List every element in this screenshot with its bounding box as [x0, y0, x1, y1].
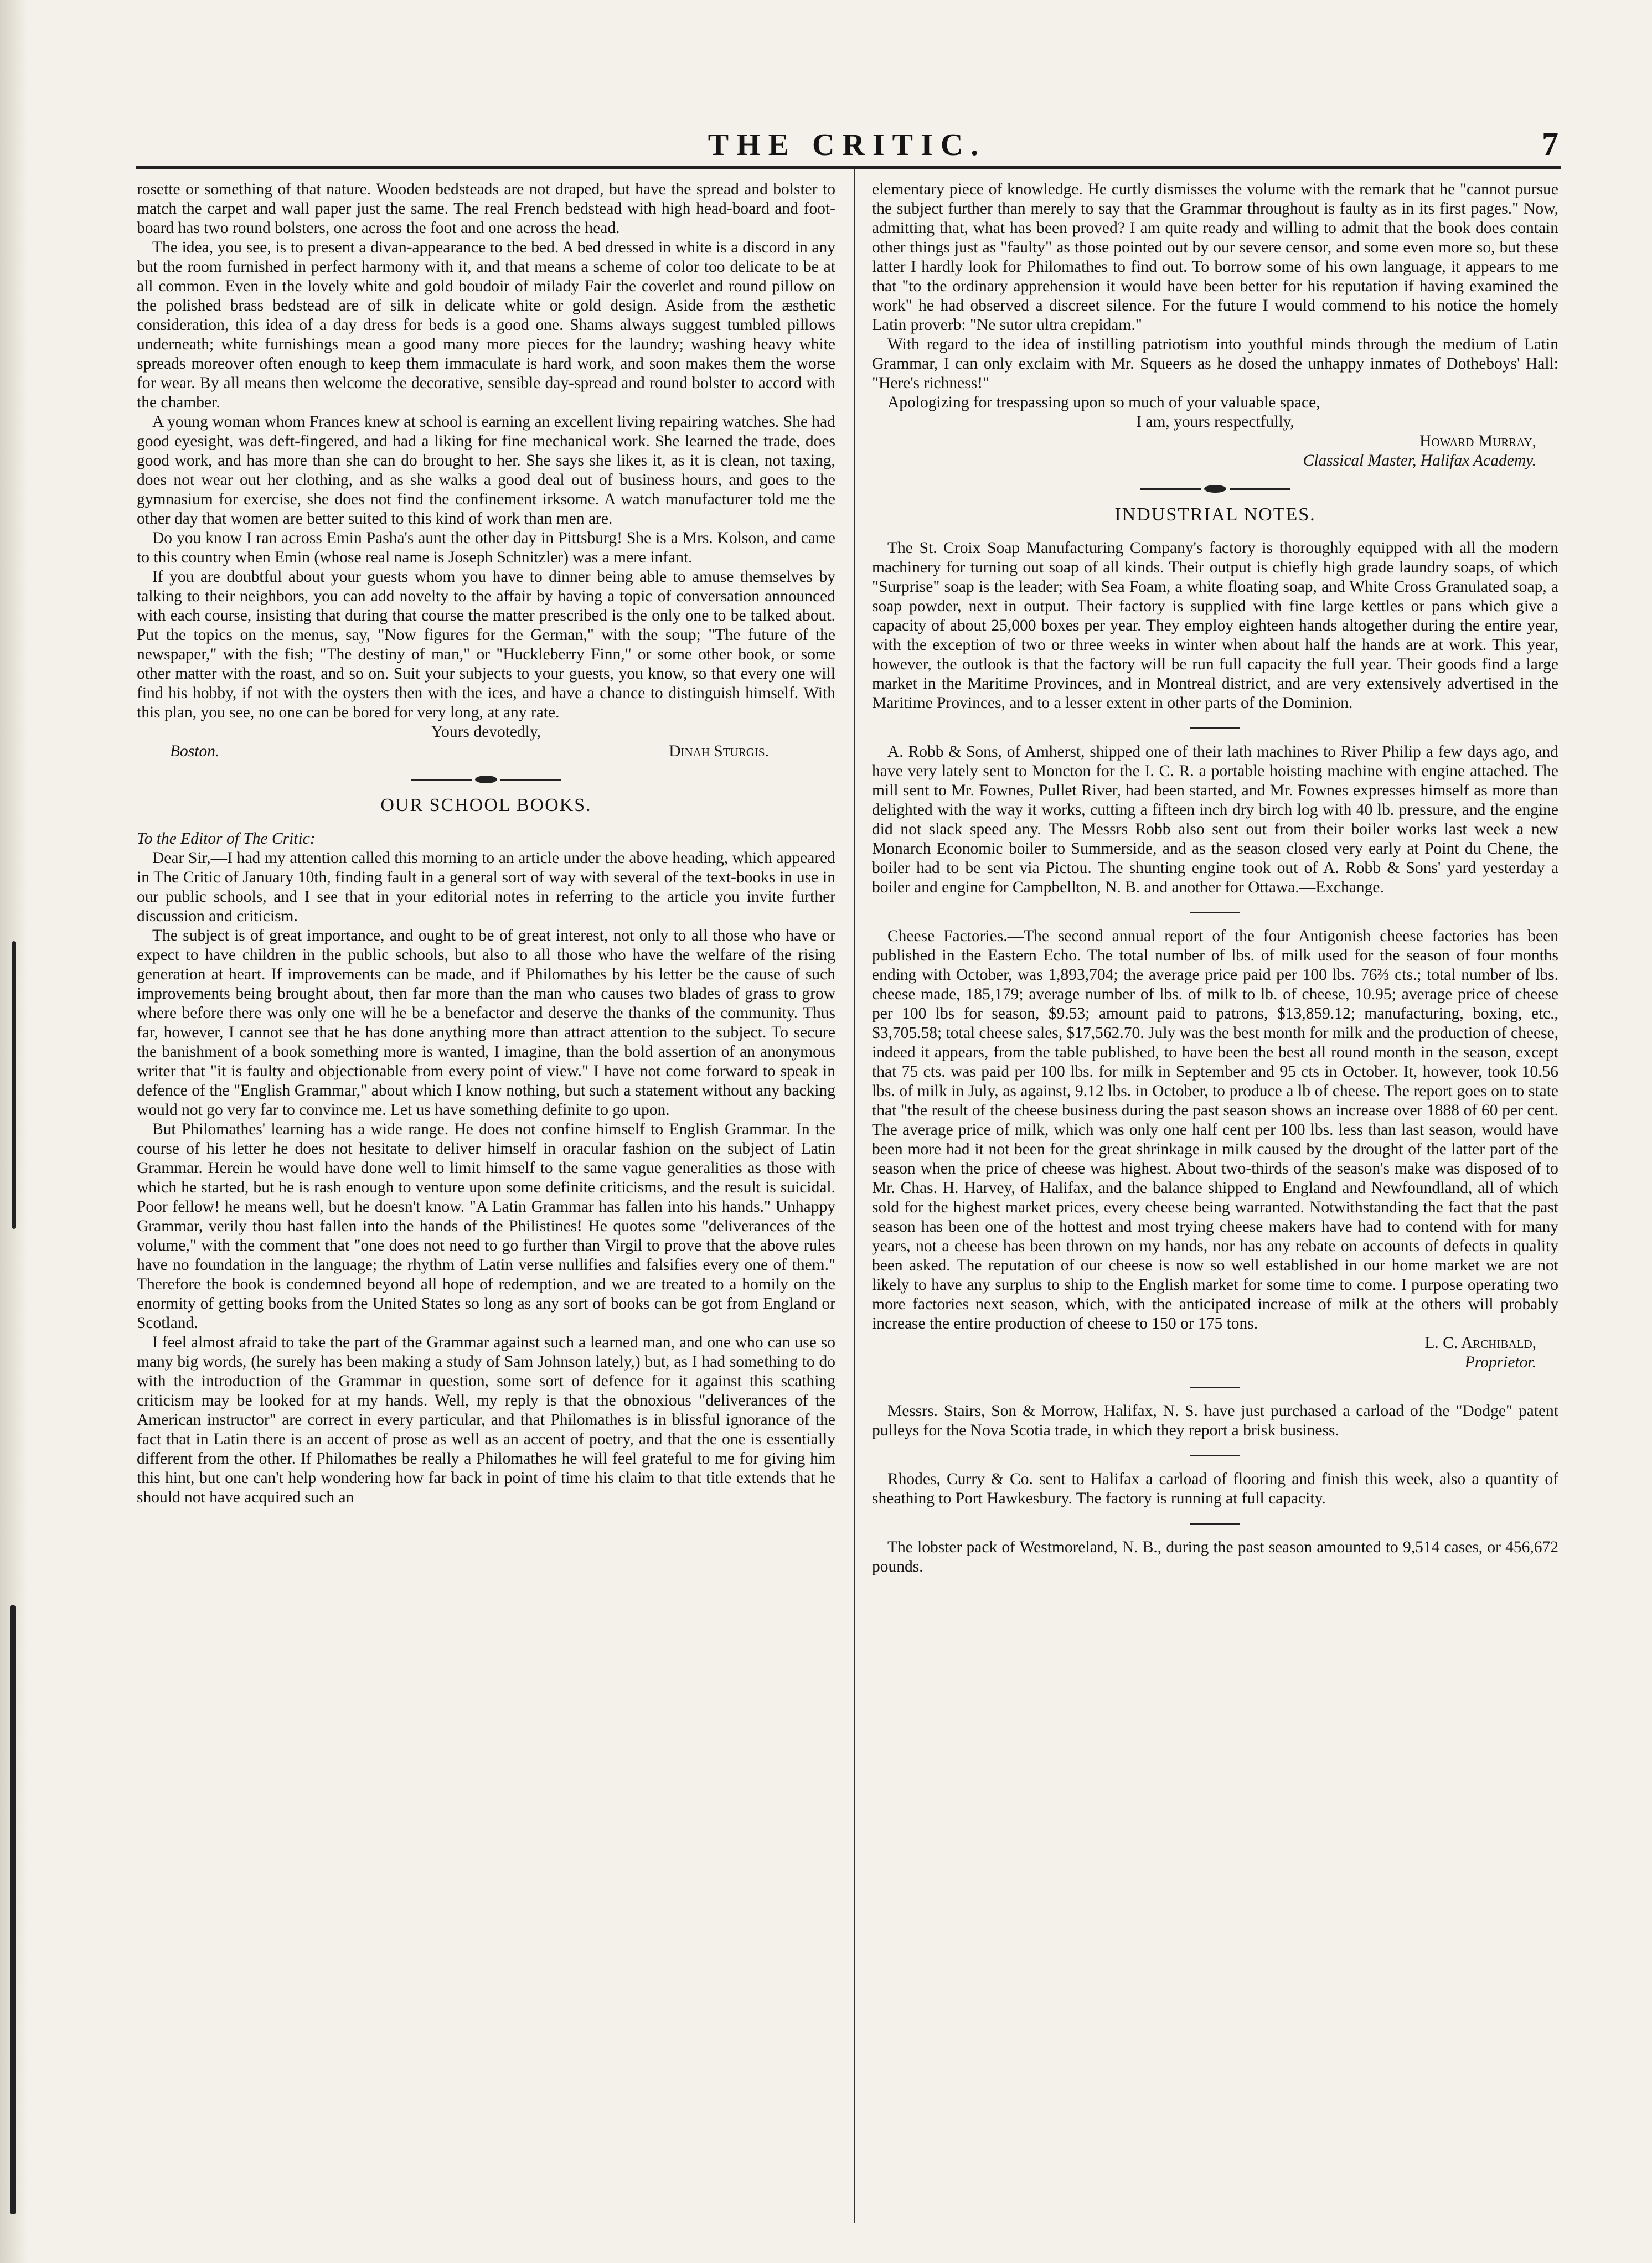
item-separator [1190, 1387, 1240, 1388]
letter-closing: I am, yours respectfully, [1136, 413, 1294, 431]
binding-shadow [12, 941, 16, 1229]
header-rule [136, 166, 1561, 169]
letter-closing: Yours devotedly, [431, 723, 541, 741]
binding-shadow [10, 1605, 16, 2214]
page-number: 7 [1542, 126, 1558, 162]
article-paragraph: But Philomathes' learning has a wide range. He does not confine himself to English Grammar. In the course of his letter he does not hesitate to deliver himself in oracular fashion on the subject of Latin Grammar. Herein he would have done well to limit himself to the same vague generalities as those with which he started, but he is rash enough to venture upon some definite criticisms, and the result is suicidal. Poor fellow! he means well, but he doesn't know. "A Latin Grammar has fallen into his hands." Unhappy Grammar, verily thou hast fallen into the hands of the Philistines! He quotes some "deliverances of the volume," with the comment that "one does not need to go further than Virgil to prove that the above rules have no foundation in the language; the rhythm of Latin verse nullifies and falsifies every one of them." Therefore the book is condemned beyond all hope of redemption, and we are treated to a homily on the enormity of getting books from the United States so long as any sort of books can be got from England or Scotland. [137, 1120, 835, 1332]
news-item: Cheese Factories.—The second annual report of the four Antigonish cheese factories has been published in the Eastern Echo. The total number of lbs. of milk used for the season of four months ending with October, was 1,893,704; the average price paid per 100 lbs. 76⅔ cts.; total number of lbs. cheese made, 185,179; average number of lbs. of milk to lb. of cheese, 10.95; average price of cheese per 100 lbs for season, $9.53; amount paid to patrons, $13,859.12; manufacturing, boxing, etc., $3,705.58; total cheese sales, $17,562.70. July was the best month for milk and the production of cheese, indeed it appears, from the table published, to have been the best all round month in the season, except that 75 cts. was paid per 100 lbs. for milk in September and 95 cts in October. It, however, took 10.56 lbs. of milk in July, as against, 9.12 lbs. in October, to produce a lb of cheese. The report goes on to state that "the result of the cheese business during the past season shows an increase over 1888 of 60 per cent. The average price of milk, which was only one half cent per 100 lbs. less than last season, would have been more had it not been for the great shrinkage in milk caused by the drought of the latter part of the season when the price of cheese was highest. About two-thirds of the season's make was disposed of to Mr. Chas. H. Harvey, of Halifax, and the balance shipped to England and Newfoundland, all of which sold for the highest market prices, every cheese being warranted. Notwithstanding the fact that the past season has been one of the hottest and most trying cheese makers have had to contend with for many years, not a cheese has been thrown on my hands, nor has any rebate on accounts of defects in quality been asked. The reputation of our cheese is now so well established in our home market we are not likely to have any surplus to ship to the English market for some time to come. I purpose operating two more factories next season, which, with the anticipated increase of milk at the others will probably increase the entire production of cheese to 150 or 175 tons. [872, 927, 1558, 1332]
news-item: The St. Croix Soap Manufacturing Company's factory is thoroughly equipped with all the modern machinery for turning out soap of all kinds. Their output is chiefly high grade laundry soaps, of which "Surprise" soap is the leader; with Sea Foam, a white floating soap, and White Cross Granulated soap, a soap powder, next in output. Their factory is supplied with fine large kettles or pans which give a capacity of about 25,000 boxes per year. They employ eighteen hands altogether during the entire year, with the exception of two or three weeks in winter when about half the hands are at work. This year, however, the outlook is that the factory will be run full capacity the full year. Their goods find a large market in the Maritime Provinces, and in Montreal district, and are very extensively advertised in the Maritime Provinces, and to a lesser extent in other parts of the Dominion. [872, 539, 1558, 712]
item-separator [1190, 1523, 1240, 1525]
newspaper-title: THE CRITIC. [708, 128, 987, 162]
letter-signature-line [137, 742, 835, 761]
section-heading: OUR SCHOOL BOOKS. [380, 795, 592, 815]
section-ornament [137, 776, 835, 783]
article-paragraph: A young woman whom Frances knew at school is earning an excellent living repairing watches. She had good eyesight, was deft-fingered, and had a liking for fine mechanical work. She learned the trade, does good work, and has more than she can do brought to her. She says she likes it, as it is clean, not taxing, does not wear out her clothing, and as she walks a good deal out of business hours, and goes to the gymnasium for exercise, she does not find the confinement irksome. A watch manufacturer told me the other day that women are better suited to this kind of work than men are. [137, 413, 835, 528]
item-separator [1190, 1455, 1240, 1456]
item-separator [1190, 727, 1240, 729]
letter-signature-title: Classical Master, Halifax Academy. [1303, 452, 1536, 469]
column-divider [854, 169, 855, 2223]
article-paragraph: With regard to the idea of instilling patriotism into youthful minds through the medium of Latin Grammar, I can only exclaim with Mr. Squeers as he dosed the unhappy inmates of Dotheboys' Hall: "Here's richness!" [872, 335, 1558, 392]
news-item: A. Robb & Sons, of Amherst, shipped one of their lath machines to River Philip a few days ago, and have very lately sent to Moncton for the I. C. R. a portable hoisting machine with engine attached. The mill sent to Mr. Fownes, Pullet River, had been started, and Mr. Fownes expresses himself as more than delighted with the way it works, cutting a fifteen inch dry birch log with 40 lb. pressure, and the engine did not slack speed any. The Messrs Robb also sent out from their boiler works last week a new Monarch Economic boiler to Summerside, and as the season closed very early at Point du Chene, the boiler had to be sent via Pictou. The shunting engine took out of A. Robb & Sons' yard yesterday a boiler and engine for Campbellton, N. B. and another for Ottawa.—Exchange. [872, 743, 1558, 896]
article-paragraph: If you are doubtful about your guests whom you have to dinner being able to amuse themselves by talking to their neighbors, you can add novelty to the affair by having a topic of conversation announced with each course, insisting that during that course the matter prescribed is the only one to be talked about. Put the topics on the menus, say, "Now figures for the German," with the soup; "The future of the newspaper," with the fish; "The destiny of man," or "Huckleberry Finn," or some other book, or some other matter with the roast, and so on. Suit your subjects to your guests, you know, so that every one will find his hobby, if not with the oysters then with the ices, and have a chance to distinguish himself. With this plan, you see, no one can be bored for very long, at any rate. [137, 568, 835, 721]
letter-signature: Dinah Sturgis. [669, 742, 769, 760]
section-heading: INDUSTRIAL NOTES. [1114, 504, 1316, 525]
article-paragraph: Do you know I ran across Emin Pasha's aunt the other day in Pittsburg! She is a Mrs. Kolson, and came to this country when Emin (whose real name is Joseph Schnitzler) was a mere infant. [137, 529, 835, 566]
right-column [872, 180, 1558, 1577]
news-item: The lobster pack of Westmoreland, N. B., during the past season amounted to 9,514 cases, or 456,672 pounds. [872, 1538, 1558, 1575]
item-signature-title: Proprietor. [1464, 1353, 1536, 1371]
item-signature: L. C. Archibald, [1424, 1334, 1536, 1352]
article-paragraph: Apologizing for trespassing upon so much of your valuable space, [887, 394, 1320, 411]
page-binding-edge [0, 0, 28, 2263]
article-paragraph: elementary piece of knowledge. He curtly dismisses the volume with the remark that he "cannot pursue the subject further than merely to say that the Grammar throughout is faulty as in its first pages." Now, admitting that, what has been proved? I am quite ready and willing to admit that the book does contain other things just as "faulty" as those pointed out by our severe censor, and some even more so, but these latter I hardly look for Philomathes to find out. To borrow some of his own language, it appears to me that "to the ordinary apprehension it would have been better for his reputation if having examined the work" he had observed a discreet silence. For the future I would commend to his notice the homely Latin proverb: "Ne sutor ultra crepidam." [872, 180, 1558, 334]
article-paragraph: Dear Sir,—I had my attention called this morning to an article under the above heading, which appeared in The Critic of January 10th, finding fault in a general sort of way with several of the text-books in use in our public schools, and I see that in your editorial notes in referring to the article you invite further discussion and criticism. [137, 849, 835, 925]
section-ornament [872, 485, 1558, 493]
news-item: Messrs. Stairs, Son & Morrow, Halifax, N. S. have just purchased a carload of the "Dodge" patent pulleys for the Nova Scotia trade, in which they report a brisk business. [872, 1402, 1558, 1439]
article-paragraph: The subject is of great importance, and ought to be of great interest, not only to all those who have or expect to have children in the public schools, but also to all those who have the welfare of the rising generation at heart. If improvements can be made, and if Philomathes by his letter be the cause of such improvements being brought about, then far more than the man who causes two blades of grass to grow where before there was only one will he be a benefactor and deserve the thanks of the community. Thus far, however, I cannot see that he has done anything more than attract attention to the subject. To secure the banishment of a book something more is wanted, I imagine, than the bold assertion of an anonymous writer that "it is faulty and objectionable from every point of view." I have not come forward to speak in defence of the "English Grammar," about which I know nothing, but such a statement without any backing would not go very far to convince me. Let us have something definite to go upon. [137, 927, 835, 1119]
item-separator [1190, 912, 1240, 913]
news-item: Rhodes, Curry & Co. sent to Halifax a carload of flooring and finish this week, also a quantity of sheathing to Port Hawkesbury. The factory is running at full capacity. [872, 1470, 1558, 1507]
letter-signature: Howard Murray, [1419, 432, 1536, 450]
masthead [136, 127, 1558, 166]
article-paragraph: The idea, you see, is to present a divan-appearance to the bed. A bed dressed in white is a discord in any but the room furnished in perfect harmony with it, and that means a scheme of color too delicate to be at all common. Even in the lovely white and gold boudoir of milady Fair the coverlet and round pillow on the polished brass bedstead are of silk in delicate white or gold design. Aside from the æsthetic consideration, this idea of a day dress for beds is a good one. Shams always suggest tumbled pillows underneath; white furnishings mean a good many more pieces for the laundry; washing heavy white spreads moreover often enough to keep them immaculate is hard work, and soon makes them the worse for wear. By all means then welcome the decorative, sensible day-spread and round bolster to accord with the chamber. [137, 239, 835, 411]
article-paragraph: rosette or something of that nature. Wooden bedsteads are not draped, but have the spread and bolster to match the carpet and wall paper just the same. The real French bedstead with high head-board and foot-board has two round bolsters, one across the foot and one across the head. [137, 180, 835, 237]
article-paragraph: I feel almost afraid to take the part of the Grammar against such a learned man, and one who can use so many big words, (he surely has been making a study of Sam Johnson lately,) but, as I had something to do with the introduction of the Grammar in question, some sort of defence for it against this scathing criticism may be looked for at my hands. Well, my reply is that the obnoxious "deliverances of the American instructor" are correct in every particular, and that Philomathes is in blissful ignorance of the fact that in Latin there is an accent of prose as well as an accent of poetry, and that the one is essentially different from the other. If Philomathes be really a Philomathes he will feel grateful to me for giving him this hint, but one can't help wondering how far back in point of time his claim to that title extends that he should not have acquired such an [137, 1334, 835, 1506]
letter-salutation: To the Editor of The Critic: [137, 830, 316, 848]
letter-place: Boston. [170, 742, 220, 760]
left-column [137, 180, 835, 1507]
